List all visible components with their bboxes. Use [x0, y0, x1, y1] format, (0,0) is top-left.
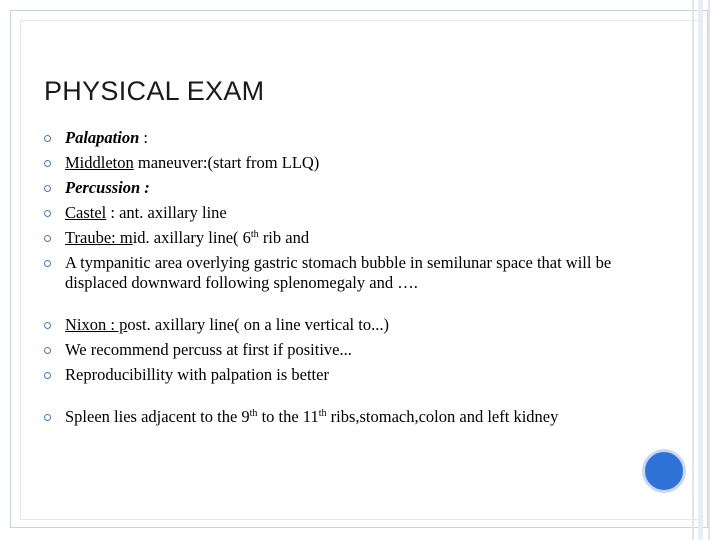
list-item: A tympanitic area overlying gastric stomach bubble in semilunar space that will be displaced downward following splenomegaly and …. [44, 253, 624, 293]
bullet-icon [44, 185, 51, 192]
list-item: Palapation : [44, 128, 624, 148]
list-item: Middleton maneuver:(start from LLQ) [44, 153, 624, 173]
bullet-icon [44, 135, 51, 142]
decorative-stripes [690, 0, 720, 540]
list-item: Reproducibillity with palpation is better [44, 365, 624, 385]
list-item: Nixon : post. axillary line( on a line vertical to...) [44, 315, 624, 335]
list-item: Spleen lies adjacent to the 9th to the 11th ribs,stomach,colon and left kidney [44, 407, 624, 427]
bullet-icon [44, 347, 51, 354]
bullet-icon [44, 160, 51, 167]
bullet-icon [44, 414, 51, 421]
list-item: Percussion : [44, 178, 624, 198]
list-item: We recommend percuss at first if positive... [44, 340, 624, 360]
decorative-blue-circle [642, 449, 686, 493]
list-item: Castel : ant. axillary line [44, 203, 624, 223]
slide-title: PHYSICAL EXAM [44, 76, 265, 106]
list-item: Traube: mid. axillary line( 6th rib and [44, 228, 624, 248]
bullet-icon [44, 322, 51, 329]
bullet-icon [44, 260, 51, 267]
bullet-list [44, 128, 624, 432]
bullet-icon [44, 210, 51, 217]
bullet-icon [44, 235, 51, 242]
bullet-icon [44, 372, 51, 379]
